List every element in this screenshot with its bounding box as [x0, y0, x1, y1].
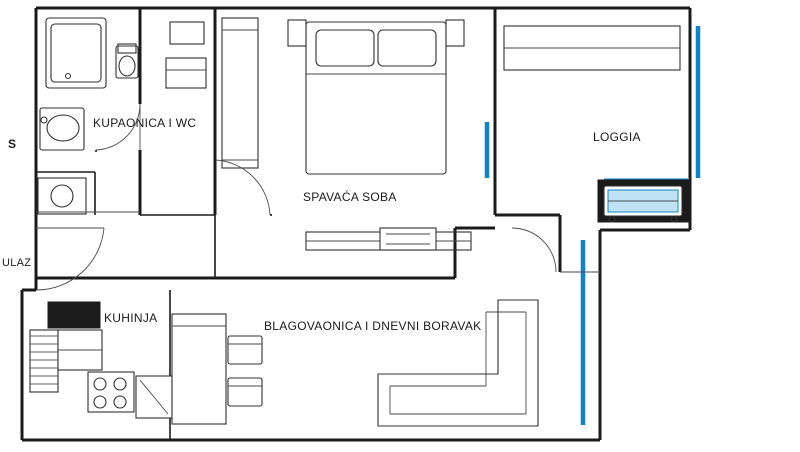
room-label-kuhinja: KUHINJA	[104, 311, 158, 325]
compass-south-marker: S	[8, 137, 17, 151]
room-label-loggia: LOGGIA	[593, 130, 641, 144]
room-label-blagovaonica-dnevni-boravak: BLAGOVAONICA I DNEVNI BORAVAK	[264, 319, 482, 333]
detail-lines	[36, 212, 600, 272]
loggia-furniture	[504, 26, 688, 222]
room-label-spavaca-soba: SPAVAĆA SOBA	[303, 190, 397, 204]
room-label-kupaonica: KUPAONICA I WC	[93, 116, 197, 130]
entrance-label: ULAZ	[2, 257, 32, 269]
